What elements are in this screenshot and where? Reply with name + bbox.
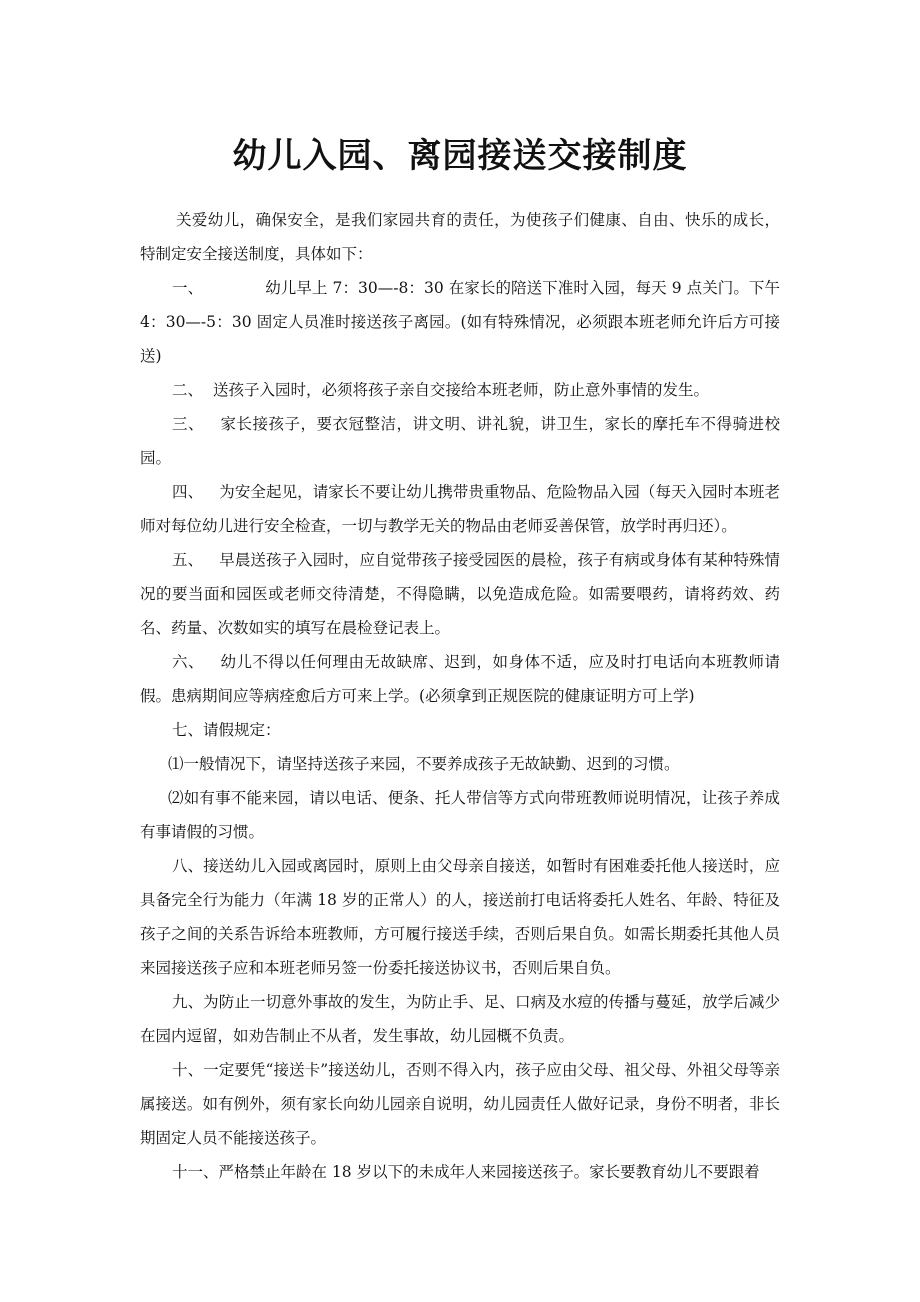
- rule-number: 五、: [172, 551, 204, 569]
- sub-rule-1: ⑴一般情况下，请坚持送孩子来园，不要养成孩子无故缺勤、迟到的习惯。: [168, 755, 680, 773]
- rule-text: 家长接孩子，要衣冠整洁，讲文明、讲礼貌，讲卫生，家长的摩托车不得骑进校园。: [140, 415, 780, 467]
- rule-8: 八、接送幼儿入园或离园时，原则上由父母亲自接送，如暂时有困难委托他人接送时，应具备完全行为能力（年满 18 岁的正常人）的人，接送前打电话将委托人姓名、年龄、特征及孩子之间的关系告诉给本班教师，方可履行接送手续，否则后果自负。如需长期委托其他人员来园接送孩子应和本班老师另签一份委托接送协议书，否则后果自负。: [140, 857, 780, 977]
- rule-5: [140, 543, 780, 645]
- rule-2: [140, 373, 780, 407]
- sub-rule-2: ⑵如有事不能来园，请以电话、便条、托人带信等方式向带班教师说明情况，让孩子养成有事请假的习惯。: [140, 789, 780, 841]
- rule-6: [140, 645, 780, 713]
- rule-text: 请假规定：: [203, 721, 281, 739]
- rule-number: 三、: [172, 415, 204, 433]
- rule-4: [140, 475, 780, 543]
- rule-text: 为安全起见，请家长不要让幼儿携带贵重物品、危险物品入园（每天入园时本班老师对每位幼儿进行安全检查，一切与教学无关的物品由老师妥善保管，放学时再归还）。: [140, 483, 780, 535]
- rule-number: 二、: [172, 381, 204, 399]
- rule-text: 送孩子入园时，必须将孩子亲自交接给本班老师，防止意外事情的发生。: [213, 381, 710, 399]
- rule-number: 四、: [172, 483, 204, 501]
- rule-10: 十、一定要凭“接送卡”接送幼儿，否则不得入内，孩子应由父母、祖父母、外祖父母等亲属接送。如有例外，须有家长向幼儿园亲自说明，幼儿园责任人做好记录，身份不明者，非长期固定人员不能接送孩子。: [140, 1061, 780, 1147]
- document-body: [140, 203, 780, 1189]
- rule-11: 十一、严格禁止年龄在 18 岁以下的未成年人来园接送孩子。家长要教育幼儿不要跟着: [172, 1163, 760, 1181]
- rule-number: 六、: [172, 653, 204, 671]
- rule-text: 幼儿早上 7：30—-8：30 在家长的陪送下准时入园，每天 9 点关门。下午 4：30—-5：30 固定人员准时接送孩子离园。(如有特殊情况，必须跟本班老师允许后方可接送): [140, 279, 780, 365]
- rule-text: 幼儿不得以任何理由无故缺席、迟到，如身体不适，应及时打电话向本班教师请假。患病期间应等病痊愈后方可来上学。(必须拿到正规医院的健康证明方可上学): [140, 653, 780, 705]
- rule-9: 九、为防止一切意外事故的发生，为防止手、足、口病及水痘的传播与蔓延，放学后减少在园内逗留，如劝告制止不从者，发生事故，幼儿园概不负责。: [140, 993, 780, 1045]
- intro-paragraph: 关爱幼儿，确保安全，是我们家园共育的责任，为使孩子们健康、自由、快乐的成长，特制定安全接送制度，具体如下：: [140, 211, 780, 263]
- rule-3: [140, 407, 780, 475]
- rule-number: 七、: [172, 721, 204, 739]
- rule-text: 早晨送孩子入园时，应自觉带孩子接受园医的晨检，孩子有病或身体有某种特殊情况的要当面和园医或老师交待清楚，不得隐瞒，以免造成危险。如需要喂药，请将药效、药名、药量、次数如实的填写在晨检登记表上。: [140, 551, 780, 637]
- rule-1: [140, 271, 780, 373]
- document-title: 幼儿入园、离园接送交接制度: [232, 136, 688, 176]
- rule-7: [140, 713, 780, 747]
- rule-number: 一、: [172, 279, 204, 297]
